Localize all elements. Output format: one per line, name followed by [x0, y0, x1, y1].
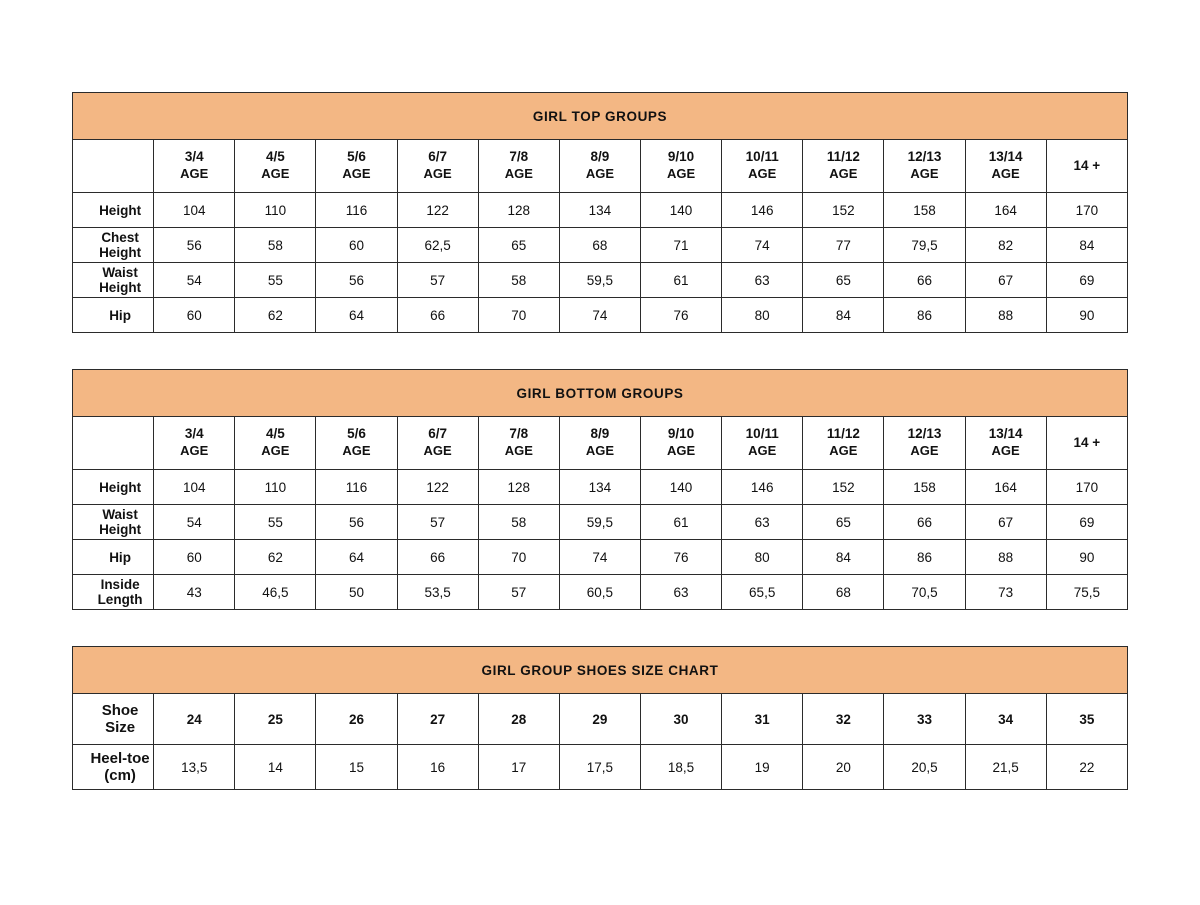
- row-label: Hip: [73, 540, 154, 575]
- column-header: [722, 140, 803, 193]
- table-cell: 64: [316, 540, 397, 575]
- table-cell: 57: [397, 505, 478, 540]
- column-header-unit: AGE: [829, 443, 858, 459]
- table-cell: 170: [1046, 193, 1127, 228]
- table-cell: 104: [154, 193, 235, 228]
- table-row: [73, 228, 1128, 263]
- table-header-row: [73, 140, 1128, 193]
- table-cell: 25: [235, 694, 316, 745]
- table-cell: 76: [640, 540, 721, 575]
- table-cell: 63: [722, 263, 803, 298]
- table-cell: 140: [640, 470, 721, 505]
- column-header-unit: AGE: [423, 166, 452, 182]
- table-cell: 128: [478, 193, 559, 228]
- table-title-row: [73, 93, 1128, 140]
- table-cell: 84: [803, 540, 884, 575]
- column-header-unit: AGE: [910, 443, 939, 459]
- column-header-value: 10/11: [745, 426, 779, 442]
- table-cell: 71: [640, 228, 721, 263]
- column-header-value: 7/8: [509, 149, 529, 165]
- table-cell: 57: [478, 575, 559, 610]
- column-header-unit: AGE: [504, 443, 533, 459]
- column-header-value: 6/7: [428, 426, 448, 442]
- column-header-value: 13/14: [988, 149, 1023, 165]
- table-cell: 20: [803, 745, 884, 790]
- table-cell: 74: [559, 540, 640, 575]
- table-cell: 70: [478, 298, 559, 333]
- column-header: [1046, 140, 1127, 193]
- column-header-unit: AGE: [585, 443, 614, 459]
- table-cell: 110: [235, 193, 316, 228]
- table-cell: 54: [154, 263, 235, 298]
- table-cell: 104: [154, 470, 235, 505]
- column-header-value: 4/5: [265, 426, 285, 442]
- table-girl-bottom-groups: [72, 369, 1128, 610]
- table-cell: 46,5: [235, 575, 316, 610]
- table-girl-top-groups: [72, 92, 1128, 333]
- table-cell: 134: [559, 193, 640, 228]
- row-label: Chest Height: [73, 228, 154, 263]
- column-header-value: 5/6: [347, 149, 366, 165]
- column-header: [559, 140, 640, 193]
- column-header-value: 9/10: [667, 426, 695, 442]
- column-header: [640, 417, 721, 470]
- table-cell: 146: [722, 470, 803, 505]
- table-cell: 90: [1046, 540, 1127, 575]
- table-cell: 65: [803, 505, 884, 540]
- column-header-unit: AGE: [585, 166, 614, 182]
- table-header-row: [73, 417, 1128, 470]
- table-cell: 68: [559, 228, 640, 263]
- table-cell: 16: [397, 745, 478, 790]
- table-cell: 54: [154, 505, 235, 540]
- table-cell: 86: [884, 540, 965, 575]
- table-cell: 158: [884, 193, 965, 228]
- column-header-unit: AGE: [261, 166, 290, 182]
- table-cell: 110: [235, 470, 316, 505]
- table-cell: 146: [722, 193, 803, 228]
- table-cell: 66: [884, 505, 965, 540]
- row-label: Inside Length: [73, 575, 154, 610]
- column-header-unit: AGE: [910, 166, 939, 182]
- table-title: GIRL GROUP SHOES SIZE CHART: [73, 647, 1128, 694]
- table-cell: 17,5: [559, 745, 640, 790]
- table-cell: 30: [640, 694, 721, 745]
- column-header: [316, 140, 397, 193]
- column-header: [803, 417, 884, 470]
- table-cell: 56: [316, 505, 397, 540]
- table-row: [73, 263, 1128, 298]
- table-cell: 66: [397, 540, 478, 575]
- table-cell: 65: [478, 228, 559, 263]
- column-header-unit: AGE: [261, 443, 290, 459]
- table-cell: 164: [965, 470, 1046, 505]
- table-cell: 59,5: [559, 505, 640, 540]
- column-header-unit: AGE: [748, 443, 777, 459]
- table-cell: 84: [1046, 228, 1127, 263]
- table-cell: 57: [397, 263, 478, 298]
- table-cell: 68: [803, 575, 884, 610]
- table-cell: 73: [965, 575, 1046, 610]
- column-header: [235, 417, 316, 470]
- column-header-value: 5/6: [347, 426, 366, 442]
- table-cell: 22: [1046, 745, 1127, 790]
- table-title: GIRL TOP GROUPS: [73, 93, 1128, 140]
- table-row: [73, 575, 1128, 610]
- table-cell: 58: [478, 263, 559, 298]
- column-header: [559, 417, 640, 470]
- table-title: GIRL BOTTOM GROUPS: [73, 370, 1128, 417]
- column-header-value: 9/10: [667, 149, 695, 165]
- column-header-unit: AGE: [991, 166, 1020, 182]
- table-cell: 86: [884, 298, 965, 333]
- table-cell: 29: [559, 694, 640, 745]
- table-row: [73, 470, 1128, 505]
- column-header: [235, 140, 316, 193]
- column-header: [884, 140, 965, 193]
- table-cell: 32: [803, 694, 884, 745]
- table-cell: 67: [965, 505, 1046, 540]
- table-cell: 75,5: [1046, 575, 1127, 610]
- column-header: [154, 140, 235, 193]
- row-label: Waist Height: [73, 505, 154, 540]
- table-cell: 116: [316, 470, 397, 505]
- column-header-unit: AGE: [423, 443, 452, 459]
- column-header-unit: AGE: [666, 166, 696, 182]
- column-header-value: 11/12: [826, 149, 860, 165]
- table-cell: 80: [722, 298, 803, 333]
- table-cell: 65,5: [722, 575, 803, 610]
- table-cell: 122: [397, 193, 478, 228]
- table-cell: 69: [1046, 505, 1127, 540]
- table-cell: 27: [397, 694, 478, 745]
- row-label: Shoe Size: [73, 694, 154, 745]
- column-header-unit: AGE: [829, 166, 858, 182]
- table-cell: 164: [965, 193, 1046, 228]
- table-cell: 24: [154, 694, 235, 745]
- column-header-value: 4/5: [265, 149, 285, 165]
- table-cell: 70,5: [884, 575, 965, 610]
- table-cell: 63: [640, 575, 721, 610]
- table-title-row: [73, 647, 1128, 694]
- column-header-unit: AGE: [748, 166, 777, 182]
- table-cell: 26: [316, 694, 397, 745]
- table-cell: 53,5: [397, 575, 478, 610]
- table-row: [73, 193, 1128, 228]
- column-header-value: 7/8: [509, 426, 529, 442]
- table-cell: 28: [478, 694, 559, 745]
- table-cell: 55: [235, 263, 316, 298]
- table-row: [73, 505, 1128, 540]
- table-cell: 84: [803, 298, 884, 333]
- row-label: Height: [73, 193, 154, 228]
- table-cell: 152: [803, 470, 884, 505]
- column-header-value: 13/14: [988, 426, 1023, 442]
- table-cell: 152: [803, 193, 884, 228]
- table-cell: 158: [884, 470, 965, 505]
- table-cell: 13,5: [154, 745, 235, 790]
- table-cell: 65: [803, 263, 884, 298]
- table-cell: 31: [722, 694, 803, 745]
- table-cell: 116: [316, 193, 397, 228]
- table-cell: 20,5: [884, 745, 965, 790]
- column-header: [478, 140, 559, 193]
- table-cell: 18,5: [640, 745, 721, 790]
- column-header: [478, 417, 559, 470]
- table-cell: 140: [640, 193, 721, 228]
- table-title-row: [73, 370, 1128, 417]
- table-cell: 122: [397, 470, 478, 505]
- column-header-value: 6/7: [428, 149, 448, 165]
- column-header-unit: AGE: [342, 443, 371, 459]
- table-cell: 88: [965, 298, 1046, 333]
- table-cell: 74: [559, 298, 640, 333]
- table-cell: 60: [154, 298, 235, 333]
- table-cell: 43: [154, 575, 235, 610]
- column-header: [397, 417, 478, 470]
- column-header-value: 11/12: [826, 426, 860, 442]
- column-header-value: 8/9: [590, 426, 610, 442]
- column-header: [640, 140, 721, 193]
- table-cell: 50: [316, 575, 397, 610]
- table-cell: 60: [154, 540, 235, 575]
- table-cell: 66: [397, 298, 478, 333]
- column-header-value: 3/4: [184, 149, 204, 165]
- row-label: Heel-toe (cm): [73, 745, 154, 790]
- size-chart-girl-top-groups: [72, 92, 1128, 333]
- column-header-value: 3/4: [184, 426, 204, 442]
- table-cell: 61: [640, 263, 721, 298]
- row-label: Hip: [73, 298, 154, 333]
- table-cell: 19: [722, 745, 803, 790]
- column-header: [1046, 417, 1127, 470]
- column-header: [154, 417, 235, 470]
- table-cell: 15: [316, 745, 397, 790]
- table-cell: 62: [235, 298, 316, 333]
- table-cell: 33: [884, 694, 965, 745]
- table-cell: 58: [235, 228, 316, 263]
- table-cell: 21,5: [965, 745, 1046, 790]
- table-cell: 70: [478, 540, 559, 575]
- column-header: [965, 417, 1046, 470]
- column-header: [803, 140, 884, 193]
- column-header-value: 8/9: [590, 149, 610, 165]
- header-label-cell: [73, 140, 154, 193]
- table-cell: 64: [316, 298, 397, 333]
- row-label: Waist Height: [73, 263, 154, 298]
- table-cell: 128: [478, 470, 559, 505]
- table-cell: 63: [722, 505, 803, 540]
- table-cell: 59,5: [559, 263, 640, 298]
- table-cell: 66: [884, 263, 965, 298]
- table-cell: 17: [478, 745, 559, 790]
- table-cell: 76: [640, 298, 721, 333]
- table-cell: 134: [559, 470, 640, 505]
- table-cell: 62: [235, 540, 316, 575]
- column-header: [884, 417, 965, 470]
- column-header-value: 14 +: [1073, 157, 1101, 173]
- table-cell: 14: [235, 745, 316, 790]
- table-row: [73, 298, 1128, 333]
- table-cell: 82: [965, 228, 1046, 263]
- column-header-value: 14 +: [1073, 434, 1101, 450]
- table-cell: 60,5: [559, 575, 640, 610]
- table-cell: 34: [965, 694, 1046, 745]
- table-row: [73, 745, 1128, 790]
- table-cell: 90: [1046, 298, 1127, 333]
- column-header-unit: AGE: [504, 166, 533, 182]
- table-cell: 62,5: [397, 228, 478, 263]
- column-header-value: 12/13: [907, 149, 942, 165]
- size-chart-girl-shoes: [72, 646, 1128, 790]
- column-header-value: 10/11: [745, 149, 779, 165]
- table-cell: 170: [1046, 470, 1127, 505]
- table-girl-group-shoes: [72, 646, 1128, 790]
- table-cell: 67: [965, 263, 1046, 298]
- table-cell: 60: [316, 228, 397, 263]
- table-cell: 69: [1046, 263, 1127, 298]
- column-header-unit: AGE: [180, 166, 209, 182]
- column-header: [965, 140, 1046, 193]
- table-cell: 79,5: [884, 228, 965, 263]
- row-label: Height: [73, 470, 154, 505]
- table-cell: 56: [316, 263, 397, 298]
- table-cell: 58: [478, 505, 559, 540]
- column-header-unit: AGE: [991, 443, 1020, 459]
- column-header-value: 12/13: [907, 426, 942, 442]
- column-header-unit: AGE: [180, 443, 209, 459]
- table-cell: 88: [965, 540, 1046, 575]
- column-header: [397, 140, 478, 193]
- table-row: [73, 540, 1128, 575]
- table-cell: 74: [722, 228, 803, 263]
- header-label-cell: [73, 417, 154, 470]
- column-header: [722, 417, 803, 470]
- table-cell: 80: [722, 540, 803, 575]
- table-cell: 56: [154, 228, 235, 263]
- table-cell: 55: [235, 505, 316, 540]
- table-cell: 77: [803, 228, 884, 263]
- table-cell: 35: [1046, 694, 1127, 745]
- column-header-unit: AGE: [666, 443, 696, 459]
- size-chart-girl-bottom-groups: [72, 369, 1128, 610]
- column-header: [316, 417, 397, 470]
- table-cell: 61: [640, 505, 721, 540]
- table-header-row: [73, 694, 1128, 745]
- column-header-unit: AGE: [342, 166, 371, 182]
